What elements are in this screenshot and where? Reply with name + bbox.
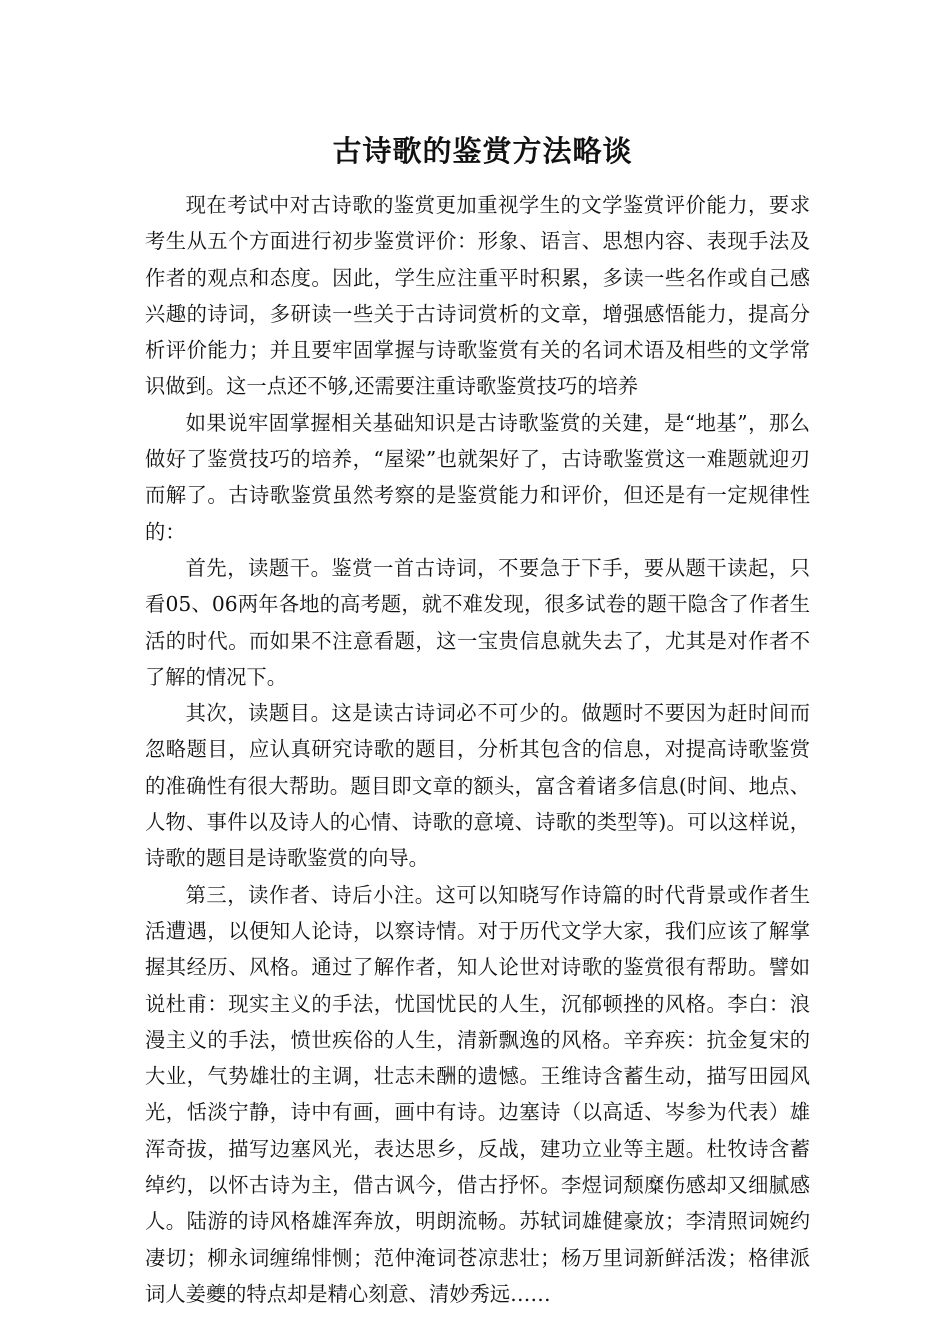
document-title: 古诗歌的鉴赏方法略谈 — [332, 134, 633, 168]
paragraph-3: 首先，读题干。鉴赏一首古诗词，不要急于下手，要从题干读起，只看05、06两年各地的高考题，就不难发现，很多试卷的题干隐含了作者生活的时代。而如果不注意看题，这一宝贵信息就失去了，尤其是对作者不了解的情况下。 — [145, 555, 810, 689]
paragraph-1: 现在考试中对古诗歌的鉴赏更加重视学生的文学鉴赏评价能力，要求考生从五个方面进行初步鉴赏评价：形象、语言、思想内容、表现手法及作者的观点和态度。因此，学生应注重平时积累，多读一些名作或自己感兴趣的诗词，多研读一些关于古诗词赏析的文章，增强感悟能力，提高分析评价能力；并且要牢固掌握与诗歌鉴赏有关的名词术语及相些的文学常识做到。这一点还不够,还需要注重诗歌鉴赏技巧的培养 — [145, 193, 810, 399]
paragraph-5: 第三，读作者、诗后小注。这可以知晓写作诗篇的时代背景或作者生活遭遇，以便知人论诗，以察诗情。对于历代文学大家，我们应该了解掌握其经历、风格。通过了解作者，知人论世对诗歌的鉴赏很有帮助。譬如说杜甫：现实主义的手法，忧国忧民的人生，沉郁顿挫的风格。李白：浪漫主义的手法，愤世疾俗的人生，清新飘逸的风格。辛弃疾：抗金复宋的大业，气势雄壮的主调，壮志未酬的遗憾。王维诗含蓄生动，描写田园风光，恬淡宁静，诗中有画，画中有诗。边塞诗（以高适、岑参为代表）雄浑奇拔，描写边塞风光，表达思乡，反战，建功立业等主题。杜牧诗含蓄绰约，以怀古诗为主，借古讽今，借古抒怀。李煜词颓糜伤感却又细腻感人。陆游的诗风格雄浑奔放，明朗流畅。苏轼词雄健豪放；李清照词婉约凄切；柳永词缠绵悱恻；范仲淹词苍凉悲壮；杨万里词新鲜活泼；格律派词人姜夔的特点却是精心刻意、清妙秀远…… — [145, 882, 810, 1306]
paragraph-2: 如果说牢固掌握相关基础知识是古诗歌鉴赏的关建，是“地基”，那么做好了鉴赏技巧的培养，“屋梁”也就架好了，古诗歌鉴赏这一难题就迎刃而解了。古诗歌鉴赏虽然考察的是鉴赏能力和评价，但还是有一定规律性的： — [145, 410, 810, 544]
document-page — [145, 128, 810, 1312]
paragraph-4: 其次，读题目。这是读古诗词必不可少的。做题时不要因为赶时间而忽略题目，应认真研究诗歌的题目，分析其包含的信息，对提高诗歌鉴赏的准确性有很大帮助。题目即文章的额头，富含着诸多信息(时间、地点、人物、事件以及诗人的心情、诗歌的意境、诗歌的类型等)。可以这样说，诗歌的题目是诗歌鉴赏的向导。 — [145, 701, 810, 871]
